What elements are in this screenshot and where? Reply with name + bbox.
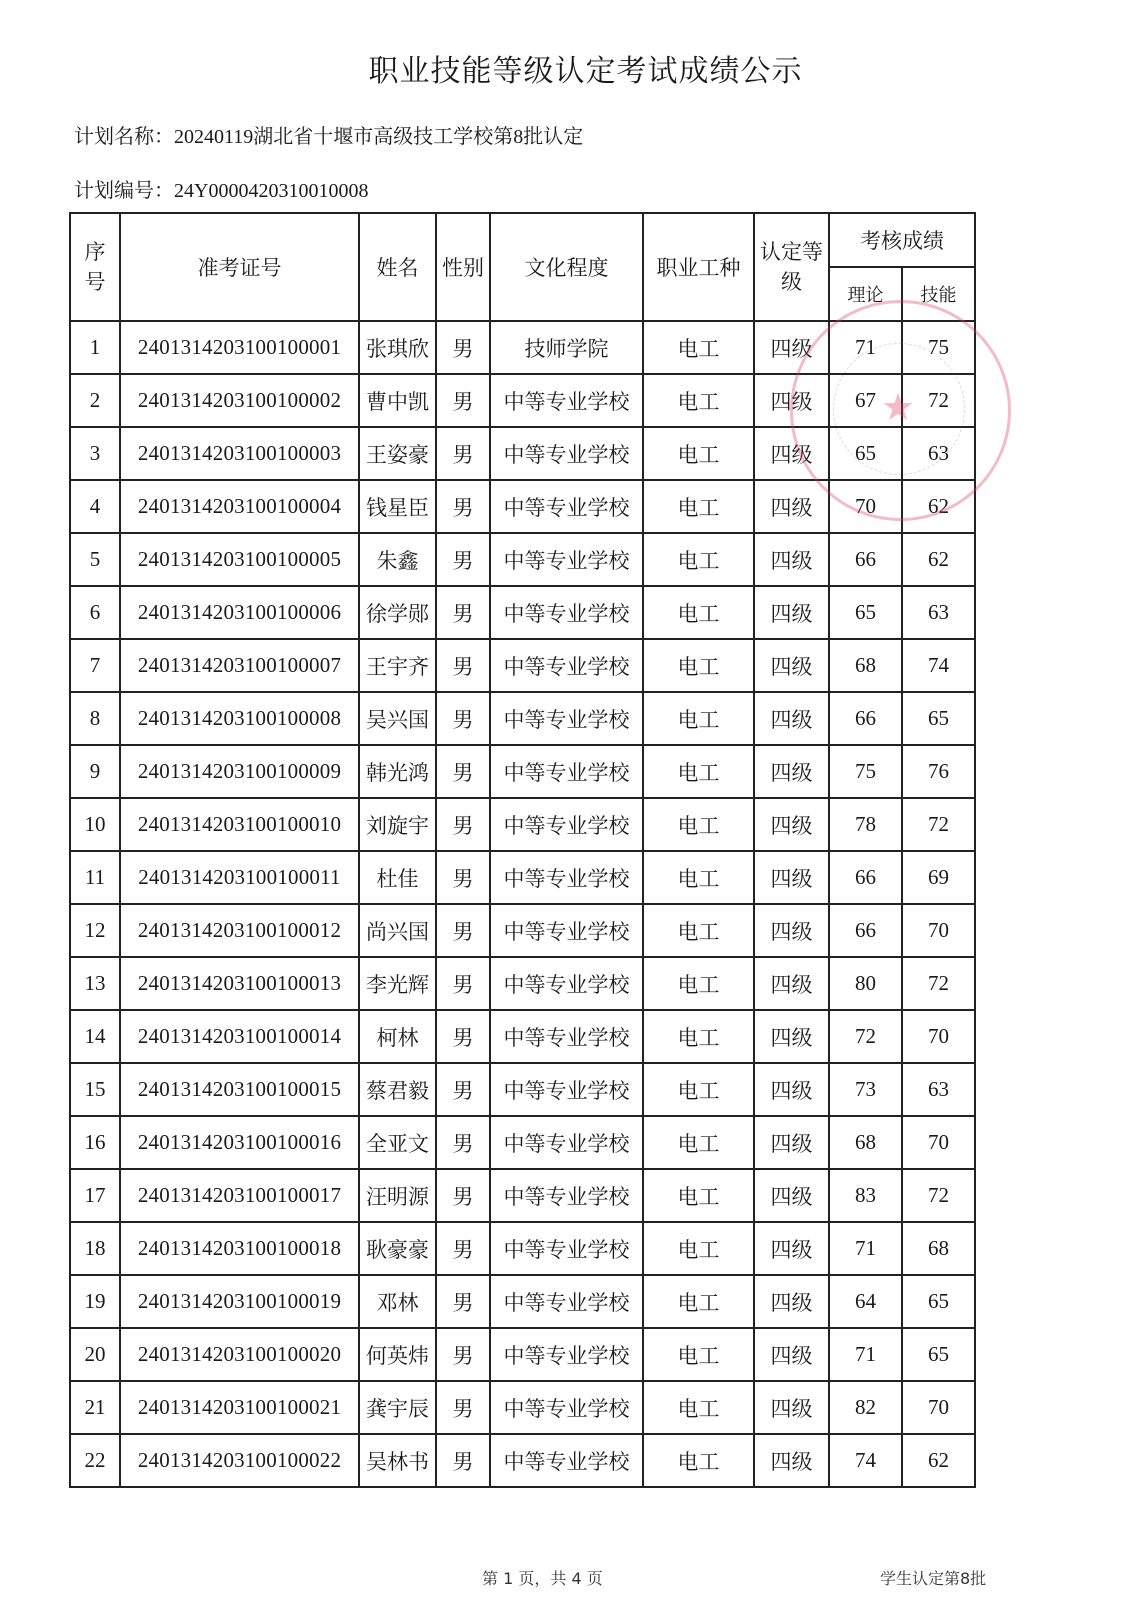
cell-theory-score: 78 [829,798,902,851]
cell-occupation: 电工 [643,374,754,427]
cell-theory-score: 66 [829,692,902,745]
cell-theory-score: 68 [829,639,902,692]
cell-name: 何英炜 [359,1328,436,1381]
cell-seq: 9 [70,745,120,798]
cell-occupation: 电工 [643,321,754,374]
cell-education: 中等专业学校 [490,427,643,480]
cell-occupation: 电工 [643,798,754,851]
cell-seq: 13 [70,957,120,1010]
cell-theory-score: 72 [829,1010,902,1063]
cell-seq: 12 [70,904,120,957]
table-row [70,427,975,480]
cell-gender: 男 [436,904,490,957]
cell-seq: 18 [70,1222,120,1275]
cell-name: 蔡君毅 [359,1063,436,1116]
cell-level: 四级 [754,1116,829,1169]
cell-gender: 男 [436,1328,490,1381]
table-row [70,480,975,533]
cell-theory-score: 67 [829,374,902,427]
header-level [754,213,829,321]
cell-occupation: 电工 [643,480,754,533]
cell-exam-id: 2401314203100100020 [120,1328,359,1381]
table-row [70,1063,975,1116]
cell-exam-id: 2401314203100100003 [120,427,359,480]
seal-star-icon: ★ [881,385,916,429]
cell-seq: 21 [70,1381,120,1434]
cell-level: 四级 [754,1275,829,1328]
cell-occupation: 电工 [643,851,754,904]
cell-gender: 男 [436,427,490,480]
cell-level: 四级 [754,692,829,745]
cell-gender: 男 [436,1434,490,1487]
cell-education: 中等专业学校 [490,374,643,427]
cell-skill-score: 72 [902,1169,975,1222]
header-level-line1: 认定等 [760,240,823,264]
cell-name: 柯林 [359,1010,436,1063]
cell-name: 全亚文 [359,1116,436,1169]
cell-level: 四级 [754,321,829,374]
cell-gender: 男 [436,1381,490,1434]
plan-name-value: 20240119湖北省十堰市高级技工学校第8批认定 [174,126,584,148]
plan-code-value: 24Y0000420310010008 [174,180,369,202]
table-row [70,1381,975,1434]
plan-code-line [74,174,368,203]
cell-level: 四级 [754,745,829,798]
cell-level: 四级 [754,798,829,851]
cell-theory-score: 64 [829,1275,902,1328]
cell-theory-score: 73 [829,1063,902,1116]
cell-theory-score: 83 [829,1169,902,1222]
cell-exam-id: 2401314203100100016 [120,1116,359,1169]
cell-level: 四级 [754,1222,829,1275]
cell-skill-score: 65 [902,692,975,745]
cell-level: 四级 [754,427,829,480]
cell-education: 中等专业学校 [490,1169,643,1222]
cell-name: 曹中凯 [359,374,436,427]
cell-level: 四级 [754,1063,829,1116]
cell-education: 中等专业学校 [490,480,643,533]
table-row [70,1010,975,1063]
table-row [70,586,975,639]
table-row [70,904,975,957]
cell-skill-score: 72 [902,374,975,427]
cell-education: 中等专业学校 [490,1275,643,1328]
cell-theory-score: 82 [829,1381,902,1434]
table-header [70,213,975,321]
cell-level: 四级 [754,851,829,904]
cell-theory-score: 66 [829,533,902,586]
cell-gender: 男 [436,745,490,798]
cell-theory-score: 68 [829,1116,902,1169]
cell-skill-score: 62 [902,480,975,533]
cell-education: 技师学院 [490,321,643,374]
cell-seq: 11 [70,851,120,904]
cell-skill-score: 70 [902,904,975,957]
cell-level: 四级 [754,904,829,957]
cell-education: 中等专业学校 [490,639,643,692]
cell-skill-score: 70 [902,1010,975,1063]
cell-education: 中等专业学校 [490,798,643,851]
cell-seq: 8 [70,692,120,745]
cell-exam-id: 2401314203100100005 [120,533,359,586]
cell-education: 中等专业学校 [490,1328,643,1381]
cell-gender: 男 [436,480,490,533]
cell-level: 四级 [754,1381,829,1434]
cell-education: 中等专业学校 [490,586,643,639]
cell-education: 中等专业学校 [490,957,643,1010]
cell-name: 吴林书 [359,1434,436,1487]
cell-skill-score: 63 [902,586,975,639]
plan-name-line [74,120,583,149]
table-row [70,1169,975,1222]
table-row [70,321,975,374]
cell-level: 四级 [754,533,829,586]
cell-skill-score: 72 [902,957,975,1010]
cell-education: 中等专业学校 [490,692,643,745]
table-row [70,533,975,586]
cell-theory-score: 65 [829,427,902,480]
cell-seq: 15 [70,1063,120,1116]
cell-exam-id: 2401314203100100014 [120,1010,359,1063]
table-row [70,798,975,851]
header-score-group: 考核成绩 [829,213,975,267]
table-row [70,692,975,745]
cell-occupation: 电工 [643,1010,754,1063]
cell-exam-id: 2401314203100100006 [120,586,359,639]
cell-gender: 男 [436,1222,490,1275]
table-body [70,321,975,1487]
cell-exam-id: 2401314203100100019 [120,1275,359,1328]
cell-exam-id: 2401314203100100011 [120,851,359,904]
plan-code-label: 计划编号： [74,178,174,202]
cell-gender: 男 [436,957,490,1010]
cell-occupation: 电工 [643,1275,754,1328]
cell-seq: 16 [70,1116,120,1169]
cell-gender: 男 [436,639,490,692]
cell-occupation: 电工 [643,1222,754,1275]
cell-education: 中等专业学校 [490,533,643,586]
table-row [70,374,975,427]
cell-name: 刘旋宇 [359,798,436,851]
cell-gender: 男 [436,1010,490,1063]
cell-occupation: 电工 [643,745,754,798]
cell-skill-score: 65 [902,1275,975,1328]
cell-name: 杜佳 [359,851,436,904]
cell-skill-score: 68 [902,1222,975,1275]
cell-theory-score: 66 [829,904,902,957]
cell-exam-id: 2401314203100100007 [120,639,359,692]
cell-name: 龚宇辰 [359,1381,436,1434]
cell-seq: 1 [70,321,120,374]
cell-exam-id: 2401314203100100017 [120,1169,359,1222]
cell-skill-score: 70 [902,1381,975,1434]
cell-theory-score: 65 [829,586,902,639]
table-row [70,851,975,904]
cell-gender: 男 [436,533,490,586]
cell-exam-id: 2401314203100100008 [120,692,359,745]
cell-education: 中等专业学校 [490,1222,643,1275]
cell-exam-id: 2401314203100100013 [120,957,359,1010]
cell-name: 韩光鸿 [359,745,436,798]
cell-occupation: 电工 [643,639,754,692]
cell-exam-id: 2401314203100100001 [120,321,359,374]
header-seq [70,213,120,321]
header-seq-line2: 号 [84,270,106,294]
cell-seq: 19 [70,1275,120,1328]
cell-name: 尚兴国 [359,904,436,957]
cell-seq: 2 [70,374,120,427]
table-row [70,957,975,1010]
page-number: 第 1 页，共 4 页 [482,1569,603,1588]
cell-seq: 14 [70,1010,120,1063]
cell-education: 中等专业学校 [490,1434,643,1487]
header-name: 姓名 [359,213,436,321]
cell-occupation: 电工 [643,957,754,1010]
cell-gender: 男 [436,374,490,427]
cell-name: 吴兴国 [359,692,436,745]
cell-exam-id: 2401314203100100002 [120,374,359,427]
cell-education: 中等专业学校 [490,1063,643,1116]
table-row [70,1222,975,1275]
cell-name: 王姿豪 [359,427,436,480]
cell-skill-score: 62 [902,533,975,586]
table-row [70,1275,975,1328]
cell-level: 四级 [754,639,829,692]
cell-gender: 男 [436,1169,490,1222]
cell-gender: 男 [436,321,490,374]
cell-gender: 男 [436,586,490,639]
cell-exam-id: 2401314203100100022 [120,1434,359,1487]
cell-name: 王宇齐 [359,639,436,692]
header-theory: 理论 [829,267,902,321]
cell-skill-score: 76 [902,745,975,798]
cell-gender: 男 [436,1275,490,1328]
cell-name: 耿豪豪 [359,1222,436,1275]
cell-level: 四级 [754,586,829,639]
cell-theory-score: 71 [829,1222,902,1275]
cell-theory-score: 66 [829,851,902,904]
cell-name: 汪明源 [359,1169,436,1222]
cell-name: 邓林 [359,1275,436,1328]
cell-gender: 男 [436,798,490,851]
cell-seq: 22 [70,1434,120,1487]
document-title: 职业技能等级认定考试成绩公示 [368,54,803,89]
cell-skill-score: 63 [902,427,975,480]
cell-gender: 男 [436,1063,490,1116]
cell-education: 中等专业学校 [490,745,643,798]
cell-education: 中等专业学校 [490,1010,643,1063]
cell-occupation: 电工 [643,586,754,639]
cell-name: 张琪欣 [359,321,436,374]
cell-education: 中等专业学校 [490,1381,643,1434]
cell-level: 四级 [754,1434,829,1487]
cell-theory-score: 75 [829,745,902,798]
table-row [70,1434,975,1487]
cell-name: 徐学郧 [359,586,436,639]
cell-occupation: 电工 [643,533,754,586]
cell-exam-id: 2401314203100100010 [120,798,359,851]
cell-theory-score: 80 [829,957,902,1010]
cell-occupation: 电工 [643,1381,754,1434]
cell-occupation: 电工 [643,1063,754,1116]
cell-seq: 7 [70,639,120,692]
header-level-line2: 级 [781,270,802,294]
cell-level: 四级 [754,374,829,427]
header-exam-id: 准考证号 [120,213,359,321]
header-skill: 技能 [902,267,975,321]
cell-name: 钱星臣 [359,480,436,533]
table-row [70,639,975,692]
cell-education: 中等专业学校 [490,1116,643,1169]
cell-exam-id: 2401314203100100004 [120,480,359,533]
cell-exam-id: 2401314203100100009 [120,745,359,798]
table-row [70,745,975,798]
cell-education: 中等专业学校 [490,904,643,957]
cell-theory-score: 71 [829,321,902,374]
cell-gender: 男 [436,692,490,745]
cell-seq: 10 [70,798,120,851]
cell-level: 四级 [754,1010,829,1063]
cell-education: 中等专业学校 [490,851,643,904]
cell-level: 四级 [754,1328,829,1381]
cell-level: 四级 [754,1169,829,1222]
cell-occupation: 电工 [643,1116,754,1169]
cell-exam-id: 2401314203100100021 [120,1381,359,1434]
header-occupation: 职业工种 [643,213,754,321]
cell-skill-score: 69 [902,851,975,904]
cell-name: 李光辉 [359,957,436,1010]
cell-exam-id: 2401314203100100012 [120,904,359,957]
table-row [70,1116,975,1169]
cell-level: 四级 [754,480,829,533]
cell-skill-score: 63 [902,1063,975,1116]
cell-skill-score: 70 [902,1116,975,1169]
cell-skill-score: 72 [902,798,975,851]
header-seq-line1: 序 [84,240,106,264]
header-gender: 性别 [436,213,490,321]
cell-occupation: 电工 [643,692,754,745]
cell-seq: 5 [70,533,120,586]
table-row [70,1328,975,1381]
cell-seq: 20 [70,1328,120,1381]
cell-seq: 3 [70,427,120,480]
cell-occupation: 电工 [643,1328,754,1381]
cell-skill-score: 74 [902,639,975,692]
cell-name: 朱鑫 [359,533,436,586]
cell-skill-score: 65 [902,1328,975,1381]
cell-seq: 6 [70,586,120,639]
cell-occupation: 电工 [643,904,754,957]
cell-gender: 男 [436,1116,490,1169]
cell-gender: 男 [436,851,490,904]
cell-occupation: 电工 [643,1434,754,1487]
cell-occupation: 电工 [643,1169,754,1222]
header-education: 文化程度 [490,213,643,321]
cell-exam-id: 2401314203100100015 [120,1063,359,1116]
cell-seq: 4 [70,480,120,533]
plan-name-label: 计划名称： [74,124,174,148]
cell-theory-score: 71 [829,1328,902,1381]
score-table [69,212,976,1488]
cell-theory-score: 70 [829,480,902,533]
cell-occupation: 电工 [643,427,754,480]
cell-theory-score: 74 [829,1434,902,1487]
cell-exam-id: 2401314203100100018 [120,1222,359,1275]
batch-label: 学生认定第8批 [880,1569,987,1588]
cell-seq: 17 [70,1169,120,1222]
cell-level: 四级 [754,957,829,1010]
cell-skill-score: 75 [902,321,975,374]
cell-skill-score: 62 [902,1434,975,1487]
